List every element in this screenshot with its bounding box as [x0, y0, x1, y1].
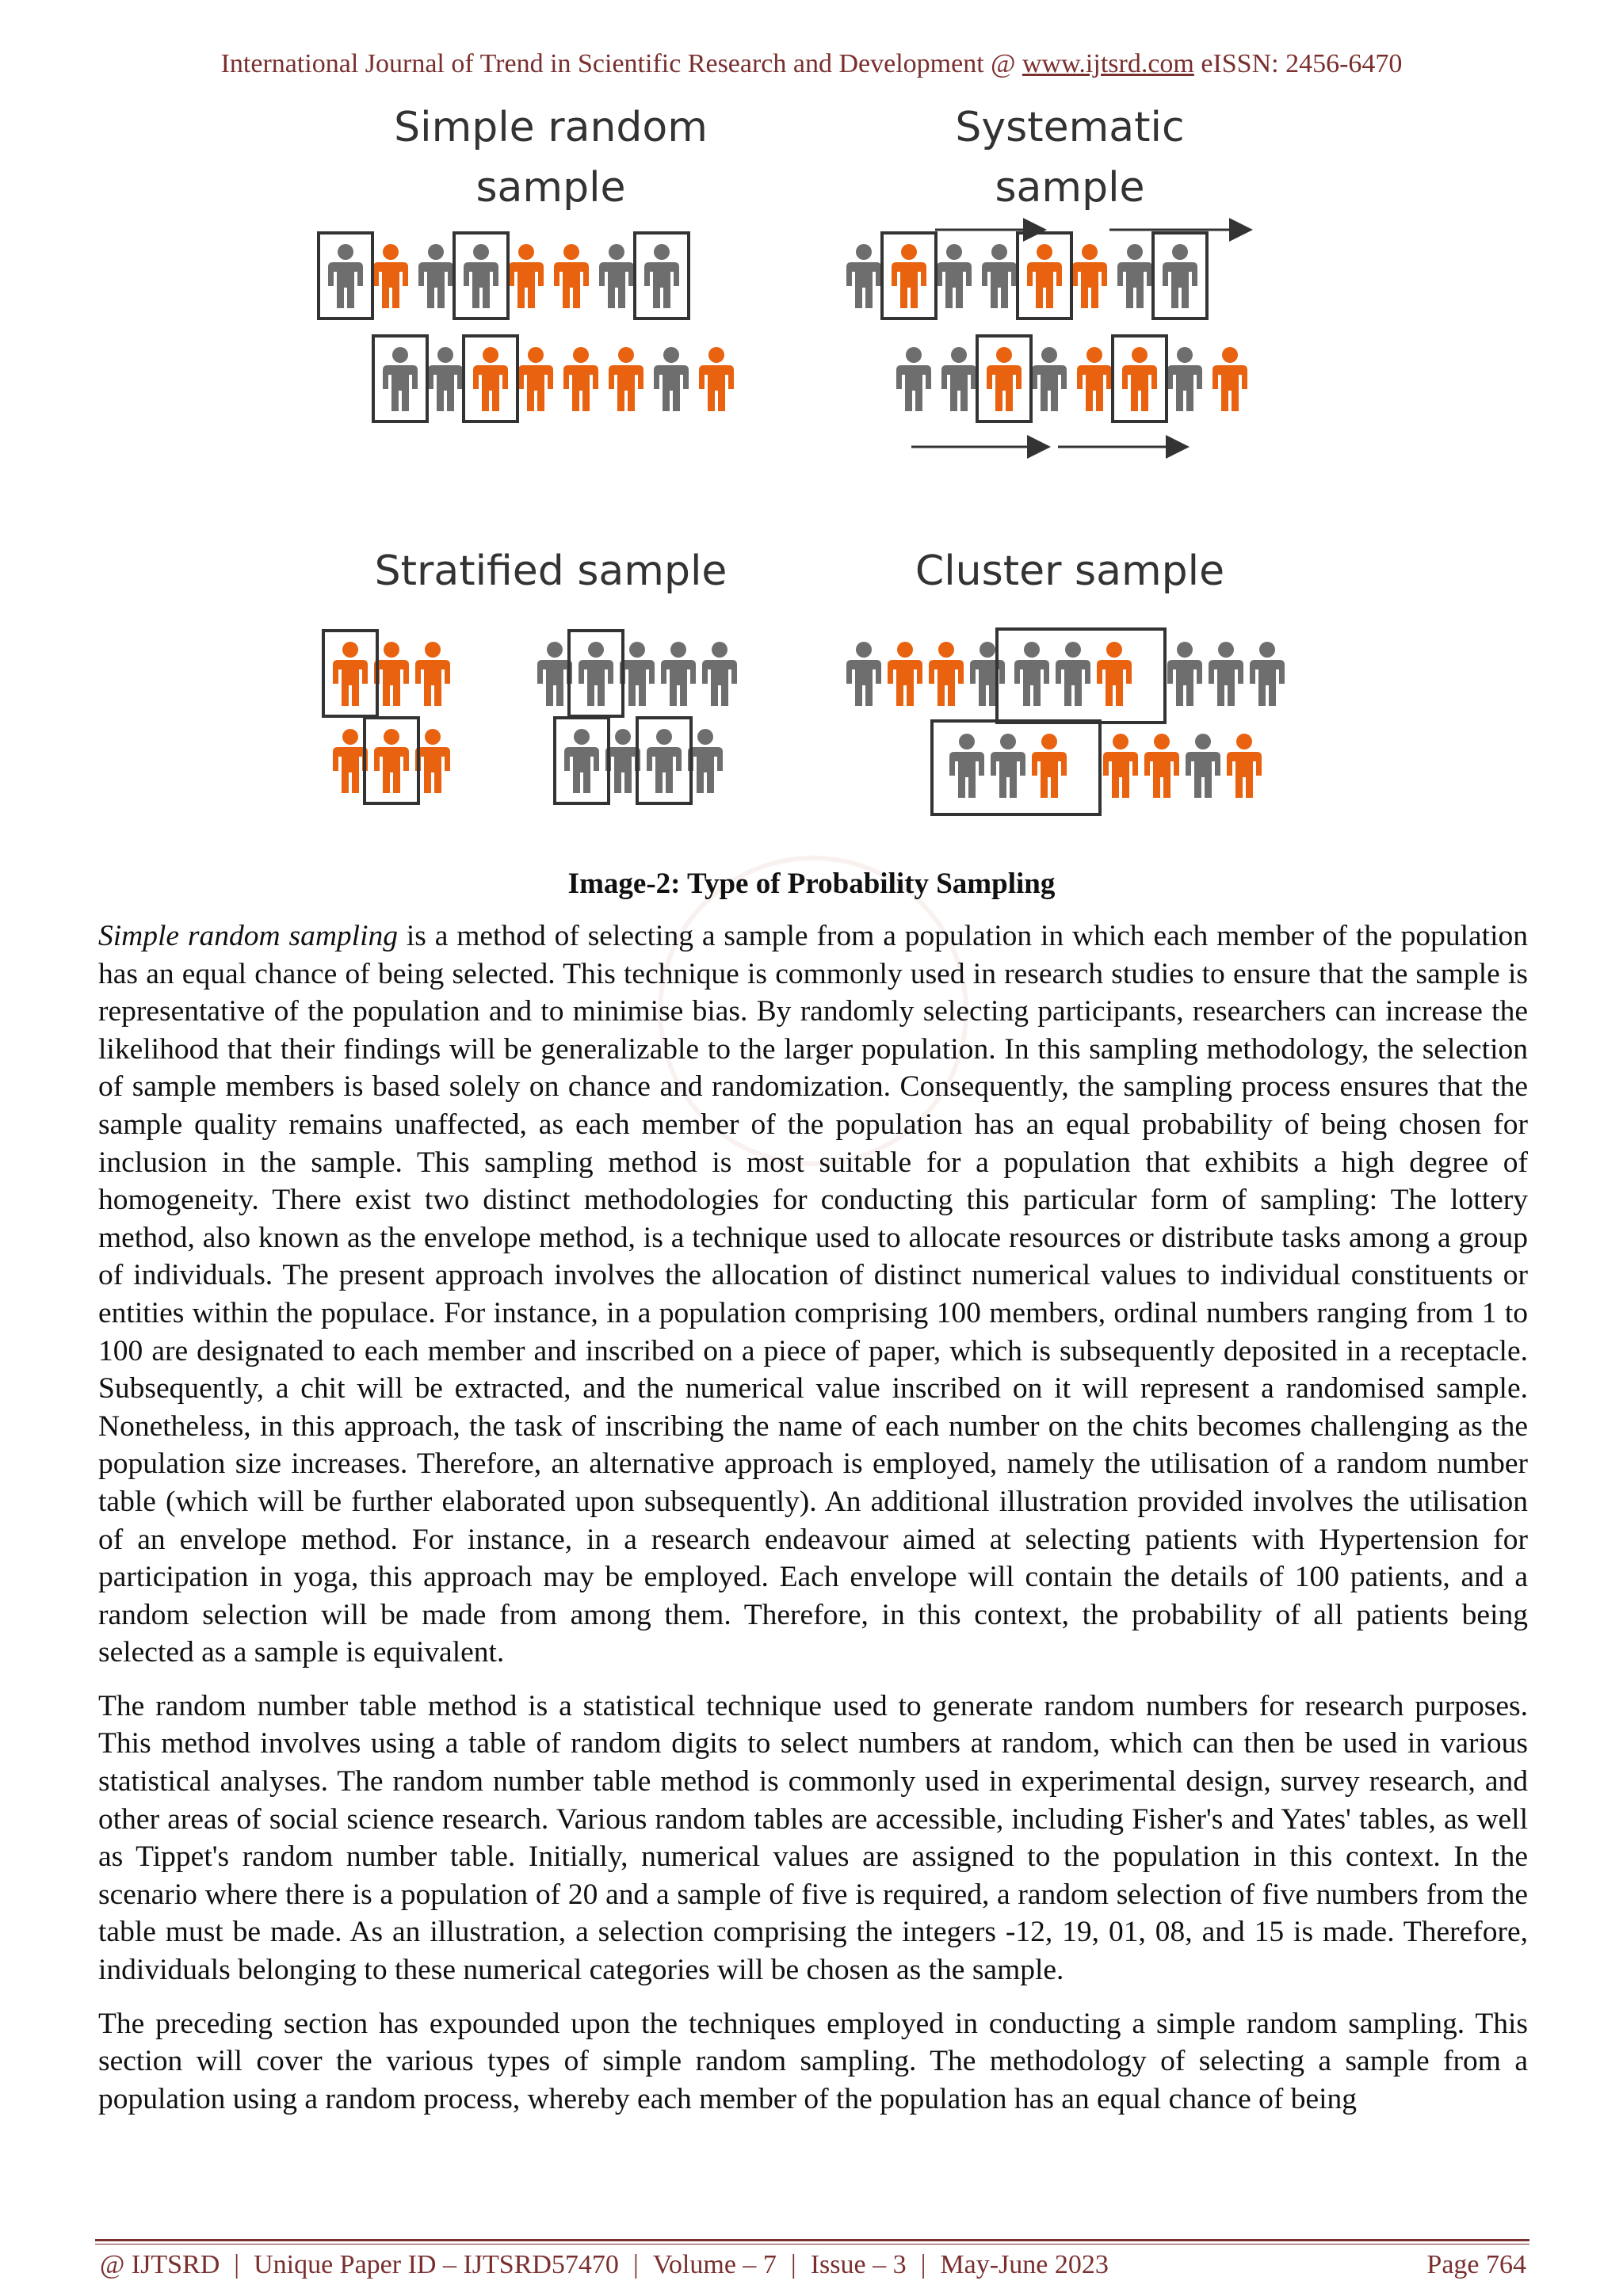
person-icon-orange [987, 347, 1022, 411]
person-icon-gray [564, 729, 599, 793]
person-icon-orange [1077, 347, 1112, 411]
person-icon-gray [605, 729, 640, 793]
paragraph-lead-term: Simple random sampling [98, 920, 398, 952]
person-icon-gray [661, 642, 696, 706]
person-icon-orange [333, 642, 368, 706]
footer-issue: Issue – 3 [810, 2250, 907, 2279]
person-icon-gray [418, 244, 453, 308]
panel-title-systematic-2: sample [995, 164, 1145, 212]
paragraph-random-number-table [98, 1688, 1528, 1989]
footer-rule-thin [95, 2244, 1529, 2245]
person-icon-gray [1209, 642, 1243, 706]
person-icon-gray [328, 244, 363, 308]
person-icon-gray [937, 244, 972, 308]
footer-separator: | [920, 2250, 926, 2279]
panel-title-simple-random-2: sample [475, 164, 626, 212]
person-icon-orange [518, 347, 553, 411]
paragraph-simple-random-sampling [98, 917, 1528, 1672]
footer-separator: | [632, 2250, 639, 2279]
person-icon-gray [991, 734, 1025, 798]
person-icon-gray [1250, 642, 1285, 706]
figure-caption: Image-2: Type of Probability Sampling [567, 868, 1056, 900]
person-icon-gray [1167, 347, 1202, 411]
person-icon-orange [333, 729, 368, 793]
footer-page-number: Page 764 [1426, 2250, 1526, 2279]
person-icon-gray [1032, 347, 1067, 411]
person-icon-gray [688, 729, 723, 793]
person-icon-orange [609, 347, 643, 411]
person-icon-gray [644, 244, 679, 308]
person-icon-orange [1212, 347, 1247, 411]
footer-journal: @ IJTSRD [100, 2250, 220, 2279]
person-icon-gray [846, 642, 881, 706]
probability-sampling-figure [301, 95, 1331, 871]
person-icon-gray [383, 347, 418, 411]
person-icon-gray [1186, 734, 1220, 798]
person-icon-orange [929, 642, 964, 706]
page-footer [100, 2250, 1526, 2280]
person-icon-orange [415, 729, 450, 793]
article-body [98, 917, 1528, 2134]
person-icon-orange [1103, 734, 1138, 798]
footer-separator: | [790, 2250, 796, 2279]
footer-date: May-June 2023 [940, 2250, 1109, 2279]
panel-title-simple-random-1: Simple random [394, 104, 708, 151]
person-icon-orange [563, 347, 598, 411]
person-icon-gray [428, 347, 463, 411]
person-icon-gray [1167, 642, 1202, 706]
person-icon-gray [949, 734, 984, 798]
paragraph-types-of-simple-random [98, 2005, 1528, 2119]
person-icon-gray [599, 244, 634, 308]
paragraph-text: The random number table method is a statistical technique used to generate random numbers for research purposes. This method involves using a table of random digits to select numbers at random, which can then be used in various statistical analyses. The random number table method is commonly used in experimental design, survey research, and other areas of social science research. Various random tables are accessible, including Fisher's and Yates' tables, as well as Tippet's random number table. Initially, numerical values are assigned to the population in this context. In the scenario where there is a population of 20 and a sample of five is required, a random selection of five numbers from the table must be made. As an illustration, a selection comprising the integers -12, 19, 01, 08, and 15 is made. Therefore, individuals belonging to these numerical categories will be chosen as the sample. [98, 1689, 1528, 1987]
person-icon-gray [941, 347, 976, 411]
person-icon-gray [896, 347, 931, 411]
header-issn: eISSN: 2456-6470 [1201, 49, 1403, 78]
person-icon-orange [473, 347, 508, 411]
panel-title-systematic-1: Systematic [955, 104, 1185, 151]
person-icon-gray [1056, 642, 1090, 706]
person-icon-gray [702, 642, 737, 706]
panel-title-stratified: Stratified sample [374, 547, 727, 595]
footer-volume: Volume – 7 [652, 2250, 777, 2279]
header-journal-name: International Journal of Trend in Scientific Research and Development @ [220, 49, 1016, 78]
person-icon-orange [374, 642, 409, 706]
person-icon-gray [647, 729, 682, 793]
person-icon-gray [620, 642, 655, 706]
person-icon-orange [1072, 244, 1107, 308]
paragraph-text: is a method of selecting a sample from a population in which each member of the population has an equal chance of being selected. This technique is commonly used in research studies to ensure that the sample is representative of the population and to minimise bias. By randomly selecting participants, researchers can increase the likelihood that their findings will be generalizable to the larger population. In this sampling methodology, the selection of sample members is based solely on chance and randomization. Consequently, the sampling process ensures that the sample quality remains unaffected, as each member of the population has an equal probability of being chosen for inclusion in the sample. This sampling method is most suitable for a population that exhibits a high degree of homogeneity. There exist two distinct methodologies for conducting this particular form of sampling: The lottery method, also known as the envelope method, is a technique used to allocate resources or distribute tasks among a group of individuals. The present approach involves the allocation of distinct numerical values to individual constituents or entities within the populace. For instance, in a population comprising 100 members, ordinal numbers ranging from 1 to 100 are designated to each member and inscribed on a piece of paper, which is subsequently deposited in a receptacle. Subsequently, a chit will be extracted, and the numerical value inscribed on it will represent a randomised sample. Nonetheless, in this approach, the task of inscribing the name of each number on the chits becomes challenging as the population size increases. Therefore, an alternative approach is employed, namely the utilisation of a random number table (which will be further elaborated upon subsequently). An additional illustration provided involves the utilisation of an envelope method. For instance, in a research endeavour aimed at selecting patients with Hypertension for participation in yoga, this approach may be employed. Each envelope will contain the details of 100 patients, and a random selection will be made from among them. Therefore, in this context, the probability of all patients being selected as a sample is equivalent. [98, 920, 1528, 1669]
person-icon-orange [892, 244, 926, 308]
person-icon-orange [1227, 734, 1262, 798]
footer-separator: | [234, 2250, 240, 2279]
person-icon-gray [970, 642, 1005, 706]
person-icon-orange [888, 642, 922, 706]
person-icon-orange [1122, 347, 1157, 411]
running-header [0, 49, 1623, 79]
sampling-illustration [301, 95, 1331, 871]
person-icon-gray [579, 642, 613, 706]
person-icon-orange [509, 244, 544, 308]
person-icon-orange [374, 729, 409, 793]
person-icon-orange [1144, 734, 1179, 798]
person-icon-gray [654, 347, 689, 411]
person-icon-gray [982, 244, 1017, 308]
person-icon-gray [464, 244, 498, 308]
footer-rule [95, 2239, 1529, 2241]
footer-paper-id: Unique Paper ID – IJTSRD57470 [254, 2250, 619, 2279]
person-icon-gray [1163, 244, 1197, 308]
header-website-link[interactable]: www.ijtsrd.com [1022, 49, 1194, 78]
person-icon-orange [699, 347, 734, 411]
person-icon-gray [1117, 244, 1152, 308]
panel-title-cluster: Cluster sample [915, 547, 1225, 595]
person-icon-orange [1097, 642, 1132, 706]
person-icon-orange [554, 244, 589, 308]
person-icon-orange [1032, 734, 1067, 798]
person-icon-gray [1014, 642, 1049, 706]
person-icon-orange [373, 244, 408, 308]
person-icon-orange [415, 642, 450, 706]
person-icon-gray [537, 642, 572, 706]
paragraph-text: The preceding section has expounded upon the techniques employed in conducting a simple random sampling. This section will cover the various types of simple random sampling. The methodology of selecting a sample from a population using a random process, whereby each member of the population has an equal chance of being [98, 2007, 1528, 2115]
person-icon-gray [846, 244, 881, 308]
person-icon-orange [1027, 244, 1062, 308]
